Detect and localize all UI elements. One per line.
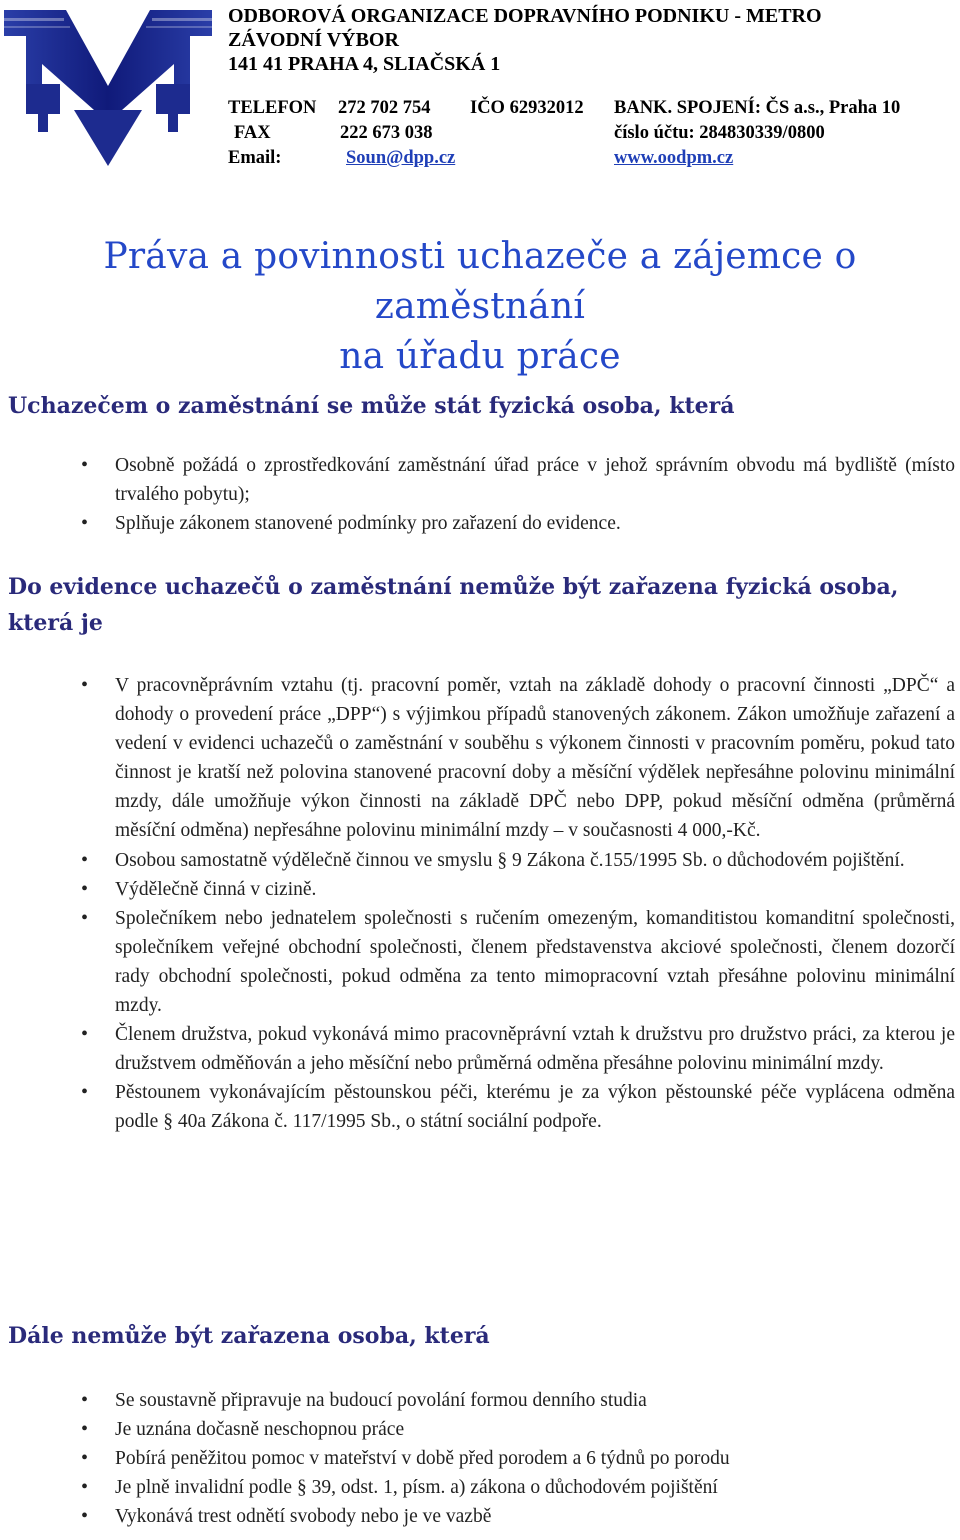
website-link[interactable]: www.oodpm.cz bbox=[614, 148, 734, 168]
fax-label: FAX bbox=[234, 123, 271, 143]
list-item: • Splňuje zákonem stanovené podmínky pro zařazení do evidence. bbox=[0, 509, 955, 538]
org-committee: ZÁVODNÍ VÝBOR bbox=[228, 29, 399, 51]
list-item: • Je plně invalidní podle § 39, odst. 1, písm. a) zákona o důchodovém pojištění bbox=[0, 1473, 955, 1502]
list-item: • Členem družstva, pokud vykonává mimo pracovněprávní vztah k družstvu pro družstvo práci, za kterou je družstvem odměňován a jeho měsíční nebo průměrná odměna přesáhne polovinu minimální mzdy. bbox=[0, 1020, 955, 1078]
section-heading-candidate: Uchazečem o zaměstnání se může stát fyzická osoba, která bbox=[8, 393, 735, 419]
list-item: • Se soustavně připravuje na budoucí povolání formou denního studia bbox=[0, 1386, 955, 1415]
section2-list bbox=[0, 671, 955, 1136]
list-item: • Pobírá peněžitou pomoc v mateřství v době před porodem a 6 týdnů po porodu bbox=[0, 1444, 955, 1473]
list-item: • Je uznána dočasně neschopnou práce bbox=[0, 1415, 955, 1444]
list-item: • Osobně požádá o zprostředkování zaměstnání úřad práce v jehož správním obvodu má bydliště (místo trvalého pobytu); bbox=[0, 451, 955, 509]
email-label: Email: bbox=[228, 148, 282, 168]
list-item: • Společníkem nebo jednatelem společnosti s ručením omezeným, komanditistou komanditní společnosti, společníkem veřejné obchodní společnosti, členem představenstva akciové společnosti, členem dozorčí rady obchodní společnosti, pokud odměna za tento mimopracovní vztah přesáhne polovinu minimální mzdy. bbox=[0, 904, 955, 1020]
account-number: číslo účtu: 284830339/0800 bbox=[614, 123, 825, 143]
email-link[interactable]: Soun@dpp.cz bbox=[346, 148, 456, 168]
phone-number: 272 702 754 bbox=[338, 98, 431, 118]
fax-number: 222 673 038 bbox=[340, 123, 433, 143]
section3-list bbox=[0, 1386, 955, 1531]
page-title bbox=[0, 232, 960, 382]
section-heading-exclusion: Do evidence uchazečů o zaměstnání nemůže být zařazena fyzická osoba, která je bbox=[8, 574, 899, 636]
title-line-2: na úřadu práce bbox=[339, 336, 621, 377]
section-heading-further: Dále nemůže být zařazena osoba, která bbox=[8, 1323, 490, 1349]
ico: IČO 62932012 bbox=[470, 98, 584, 118]
contact-block bbox=[228, 96, 953, 171]
list-item: • Vykonává trest odnětí svobody nebo je ve vazbě bbox=[0, 1502, 955, 1531]
list-item: • V pracovněprávním vztahu (tj. pracovní poměr, vztah na základě dohody o pracovní činnosti „DPČ“ a dohody o provedení práce „DPP“) s výjimkou případů stanovených zákonem. Zákon umožňuje zařazení a vedení v evidenci uchazečů o zaměstnání v souběhu s výkonem činnosti v pracovním poměru, pokud tato činnost je kratší než polovina stanovené pracovní doby a měsíční výdělek nepřesáhne polovinu minimální mzdy, dále umožňuje výkon činnosti na základě DPČ nebo DPP, pokud měsíční odměna (průměrná měsíční odměna) nepřesáhne polovinu minimální mzdy – v současnosti 4 000,-Kč. bbox=[0, 671, 955, 845]
phone-label: TELEFON bbox=[228, 98, 317, 118]
list-item: • Osobou samostatně výdělečně činnou ve smyslu § 9 Zákona č.155/1995 Sb. o důchodovém pojištění. bbox=[0, 846, 955, 875]
bank-connection: BANK. SPOJENÍ: ČS a.s., Praha 10 bbox=[614, 98, 901, 118]
org-address: 141 41 PRAHA 4, SLIAČSKÁ 1 bbox=[228, 53, 501, 75]
metro-logo-icon bbox=[4, 6, 212, 166]
org-name: ODBOROVÁ ORGANIZACE DOPRAVNÍHO PODNIKU - METRO bbox=[228, 5, 822, 27]
organization-header bbox=[228, 4, 953, 76]
section1-list bbox=[0, 451, 955, 538]
title-line-1: Práva a povinnosti uchazeče a zájemce o zaměstnání bbox=[103, 236, 857, 327]
list-item: • Pěstounem vykonávajícím pěstounskou péči, kterému je za výkon pěstounské péče vyplácena odměna podle § 40a Zákona č. 117/1995 Sb., o státní sociální podpoře. bbox=[0, 1078, 955, 1136]
list-item: • Výdělečně činná v cizině. bbox=[0, 875, 955, 904]
